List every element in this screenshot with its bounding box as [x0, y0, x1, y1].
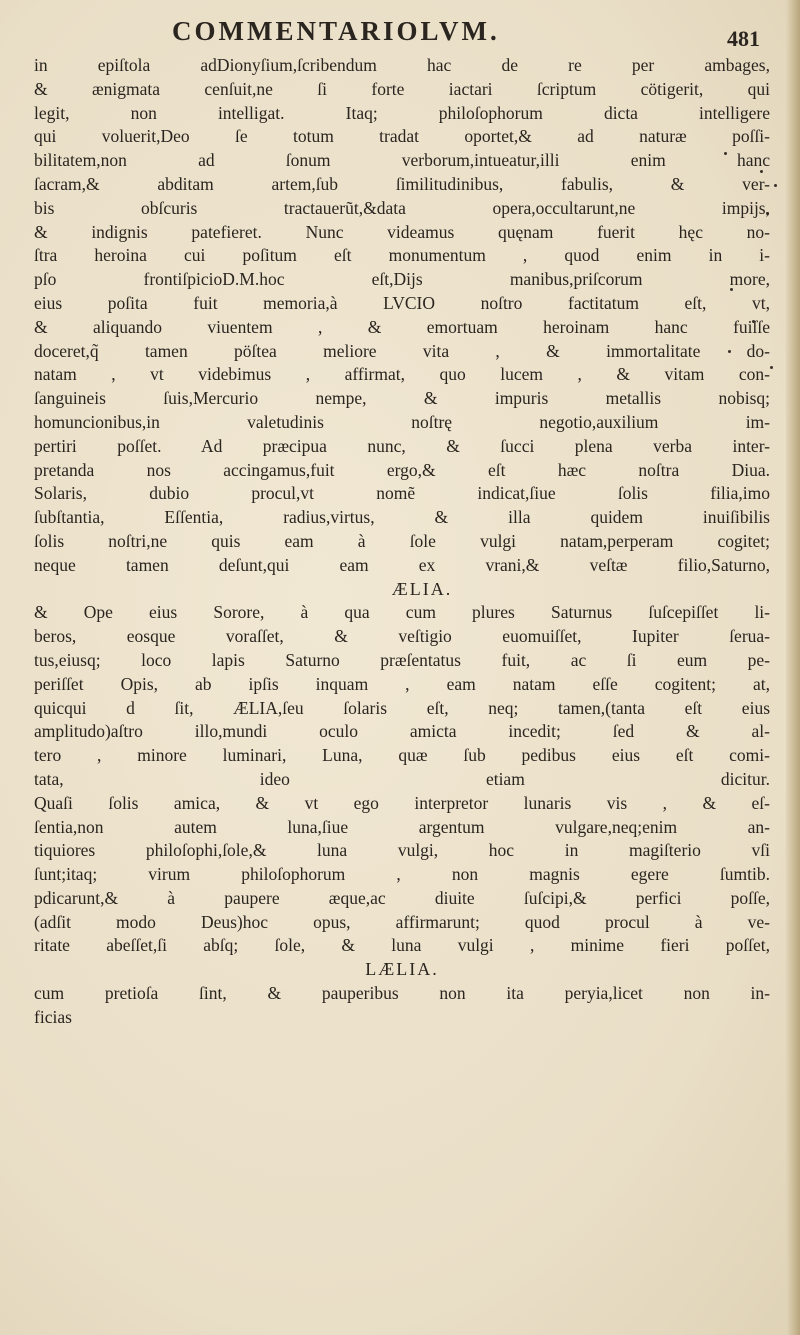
text-line: homuncionibus,in valetudinis noſtrę negotio,auxilium im-: [34, 411, 770, 432]
text-line: & Ope eius Sorore, à qua cum plures Saturnus ſuſcepiſſet li-: [34, 602, 770, 623]
text-line: quicqui d ſit, ÆLIA,ſeu ſolaris eſt, neq; tamen,(tanta eſt eius: [34, 697, 770, 718]
page-number: 481: [727, 26, 760, 51]
text-line: eius poſita fuit memoria,à LVCIO noſtro factitatum eſt, vt,: [34, 292, 770, 313]
text-line: ſunt;itaq; virum philoſophorum , non magnis egere ſumtib.: [34, 864, 770, 885]
text-line: pertiri poſſet. Ad præcipua nunc, & ſucci plena verba inter-: [34, 435, 770, 456]
section-heading: ÆLIA.: [391, 578, 453, 599]
text-line: cum pretioſa ſint, & pauperibus non ita perуia,licet non in-: [34, 983, 770, 1004]
text-line: pdicarunt,& à paupere æque,ac diuite ſuſcipi,& perfici poſſe,: [34, 887, 770, 908]
body-text: [34, 54, 770, 1244]
text-line: tero , minore luminari, Luna, quæ ſub pedibus eius eſt comi-: [34, 745, 770, 766]
text-line: tata, ideo etiam dicitur.: [34, 768, 770, 789]
text-line: [34, 1196, 770, 1220]
text-line: [34, 1149, 770, 1173]
text-line: ſacram,& abditam artem,ſub ſimilitudinibus, fabulis, & ver-: [34, 173, 770, 194]
text-line: ſtra heroina cui poſitum eſt monumentum , quod enim in i-: [34, 245, 770, 266]
text-line: ſanguineis ſuis,Mercurio nempe, & impuris metallis nobisq;: [34, 388, 770, 409]
text-line: in epiſtola adDionyſium,ſcribendum hac de re per ambages,: [34, 55, 770, 75]
text-line: & indignis patefieret. Nunc videamus quęnam fuerit hęc no-: [34, 221, 770, 242]
text-line: ſolis noſtri,ne quis eam à ſole vulgi natam,perperam cogitet;: [34, 530, 770, 551]
text-line: doceret,q̃ tamen pöſtea meliore vita , & immortalitate do-: [34, 340, 770, 361]
text-line: [34, 1101, 770, 1125]
text-line: beros, eosque voraſſet, & veſtigio euomuiſſet, Iupiter ſerua-: [34, 626, 770, 647]
text-line: ritate abeſſet,ſi abſq; ſole, & luna vulgi , minime fieri poſſet,: [34, 935, 770, 956]
text-line: bis obſcuris tractauerũt,&data opera,occultarunt,ne impijs,: [34, 197, 770, 218]
text-line: tiquiores philoſophi,ſole,& luna vulgi, hoc in magiſterio vſi: [34, 840, 770, 861]
text-line: legit, non intelligat. Itaq; philoſophorum dicta intelligere: [34, 102, 770, 123]
text-line: tus,eiusq; loco lapis Saturno præſentatus fuit, ac ſi eum pe-: [34, 649, 770, 670]
text-line: natam , vt videbimus , affirmat, quo lucem , & vitam con-: [34, 364, 770, 385]
text-line: pretanda nos accingamus,fuit ergo,& eſt hæc noſtra Diua.: [34, 459, 770, 480]
text-line: [34, 1125, 770, 1149]
text-line: [34, 1077, 770, 1101]
text-line: [34, 1172, 770, 1196]
text-line: periſſet Opis, ab ipſis inquam , eam natam eſſe cogitent; at,: [34, 673, 770, 694]
text-line: ſubſtantia, Eſſentia, radius,virtus, & illa quidem inuiſibilis: [34, 507, 770, 528]
text-line: & aliquando viuentem , & emortuam heroinam hanc fuiſſe: [34, 316, 770, 337]
text-line: (adſit modo Deus)hoc opus, affirmarunt; quod procul à ve-: [34, 911, 770, 932]
running-title: COMMENTARIOLVM.: [172, 16, 500, 46]
page-binding-edge: [786, 0, 800, 1335]
text-line: amplitudo)aſtro illo,mundi oculo amicta incedit; ſed & al-: [34, 721, 770, 742]
text-line: & ænigmata cenſuit,ne ſi forte iactari ſcriptum cötigerit, qui: [34, 78, 770, 99]
page-header: [60, 14, 760, 54]
text-line: [34, 1030, 770, 1054]
section-heading: LÆLIA.: [365, 959, 439, 980]
text-line: [34, 1053, 770, 1077]
text-line: ſentia,non autem luna,ſiue argentum vulgare,neq;enim an-: [34, 816, 770, 837]
text-line: ficias: [34, 1006, 72, 1027]
text-line: bilitatem,non ad ſonum verborum,intueatur,illi enim hanc: [34, 150, 770, 171]
text-line: qui voluerit,Deo ſe totum tradat oportet,& ad naturæ poſſi-: [34, 126, 770, 147]
catchword: [34, 1220, 770, 1244]
text-line: pſo frontiſpicioD.M.hoc eſt,Dijs manibus,priſcorum more,: [34, 269, 770, 290]
text-line: Solaris, dubio procul,vt nomẽ indicat,ſiue ſolis filia,imo: [34, 483, 770, 504]
text-line: Quaſi ſolis amica, & vt ego interpretor lunaris vis , & eſ-: [34, 792, 770, 813]
text-line: neque tamen deſunt,qui eam ex vrani,& veſtæ filio,Saturno,: [34, 554, 770, 575]
